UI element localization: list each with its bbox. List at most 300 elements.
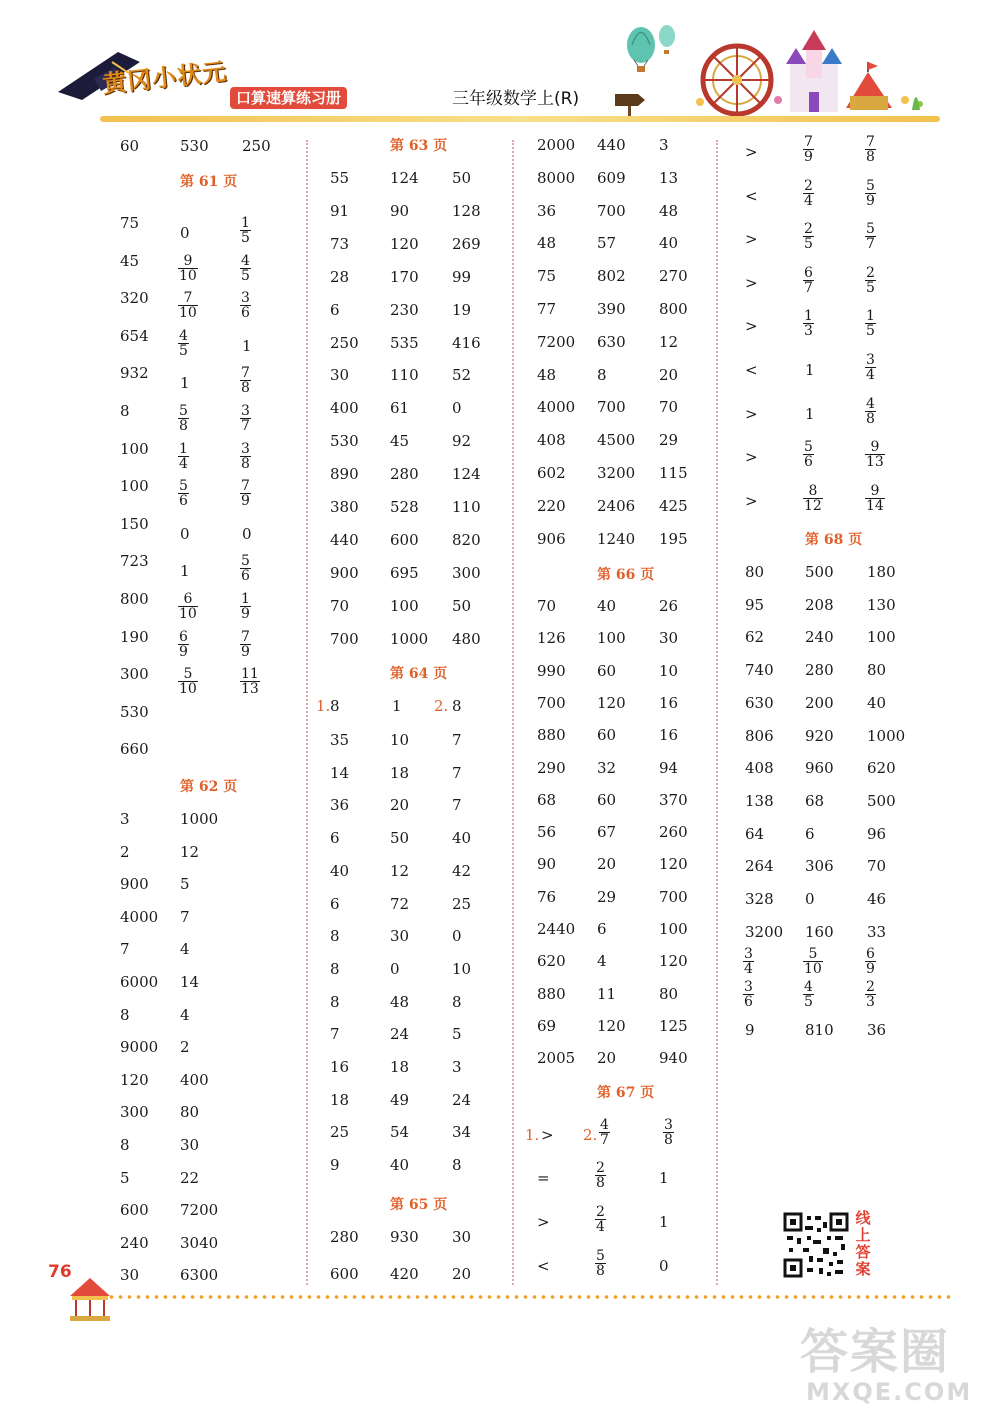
answer-value: 280 [805,661,834,680]
answer-value: 880 [537,984,566,1003]
fraction-answer: $\frac{2}{5}$ [804,221,813,253]
qr-code-icon[interactable] [783,1212,849,1278]
answer-value: 120 [120,1070,149,1089]
answer-value: 49 [390,1090,410,1109]
answer-value: 7 [452,731,462,749]
circus-tent-icon [846,62,892,110]
answer-value: 14 [180,973,200,991]
brand-title: 黄冈小状元 [101,57,229,99]
answer-value: 20 [659,365,679,384]
fraction-answer: $\frac{7}{8}$ [866,134,875,165]
answer-value: 9 [745,1020,755,1039]
answer-value: 8 [330,959,340,978]
answer-value: 14 [330,763,350,782]
answer-value: 990 [537,661,566,680]
answer-value: 150 [120,514,149,533]
answer-value: 72 [390,894,410,913]
answer-value: 695 [390,563,419,582]
answer-value: 5 [180,875,190,894]
answer-value: 91 [330,201,350,220]
answer-value: 13 [659,168,679,187]
answer-value: 75 [120,214,140,232]
answer-value: 126 [537,629,566,648]
answer-value: 48 [659,201,679,220]
answer-value: 260 [659,823,688,842]
fraction-answer: $\frac{9}{14}$ [866,482,884,514]
answer-value: 620 [867,759,896,778]
answer-value: 306 [805,857,834,876]
answer-value: 300 [120,665,149,684]
answer-value: 1 [805,404,815,423]
answer-value: 930 [390,1228,419,1246]
answer-value: 6 [597,920,607,938]
answer-value: 7 [120,940,130,959]
column-divider [306,140,308,1285]
answer-value: 48 [537,234,557,253]
answer-value: 36 [537,201,557,220]
answer-value: 100 [867,628,896,647]
answer-value: 50 [390,829,410,848]
answer-value: 8 [330,697,340,715]
answer-value: 1 [659,1169,669,1187]
answer-value: 530 [180,137,209,155]
fraction-answer: $\frac{3}{7}$ [241,403,250,434]
answer-value: 390 [597,300,626,318]
answer-value: 6 [330,829,340,848]
answer-value: 280 [390,465,419,484]
answer-value: 408 [745,759,774,778]
answer-value: 0 [390,959,400,978]
ferris-wheel-icon [703,46,771,114]
answer-value: 630 [597,332,626,351]
answer-value: 100 [390,596,419,615]
answer-value: 115 [659,464,688,482]
answer-value: 960 [805,759,834,778]
answer-value: 0 [805,890,815,908]
answer-value: < [745,186,758,205]
answer-value: 3 [120,810,130,828]
fraction-answer: $\frac{5}{8}$ [179,403,188,434]
answer-value: 1 [180,562,190,581]
answer-value: 2005 [537,1049,576,1068]
answer-value: 8 [120,1136,130,1154]
answer-value: 36 [867,1020,887,1039]
fraction-answer: $\frac{4}{5}$ [241,252,250,284]
answer-value: 2440 [537,920,576,938]
answer-value: 190 [120,627,149,646]
answer-value: 77 [537,300,557,318]
page-section-title: 第 64 页 [390,666,448,682]
answer-value: 7 [180,907,190,926]
answer-value: 40 [330,861,350,880]
answer-value: 7 [452,796,462,815]
page-section-title: 第 63 页 [390,138,448,154]
fraction-answer: $\frac{5}{7}$ [866,221,875,253]
answer-value: 170 [390,267,419,286]
answer-value: 70 [537,597,557,615]
answer-value: 20 [597,855,617,874]
answer-value: 6 [330,300,340,319]
answer-value: 60 [120,137,140,155]
answer-value: 600 [330,1265,359,1283]
answer-value: > [745,448,758,467]
watermark-url: MXQE.COM [806,1378,973,1406]
answer-value: 370 [659,790,688,809]
answer-value: 124 [452,465,481,484]
answer-value: 940 [659,1049,688,1068]
answer-value: > [745,143,758,161]
answer-value: 52 [452,366,472,385]
answer-value: 500 [867,791,896,810]
answer-value: 8 [452,992,462,1011]
column-divider [512,140,514,1285]
answer-value: > [745,317,758,336]
answer-value: 900 [120,875,149,894]
answer-value: 20 [597,1049,617,1068]
answer-value: 620 [537,952,566,971]
answer-value: = [537,1169,550,1187]
answer-value: 18 [330,1090,350,1109]
fraction-answer: $\frac{9}{10}$ [179,252,197,284]
answer-value: < [537,1257,550,1275]
footer-dots [80,1294,950,1300]
answer-value: 440 [597,136,626,154]
answer-value: 90 [390,201,410,220]
answer-value: 100 [120,477,149,496]
answer-value: 8000 [537,168,576,187]
answer-value: 45 [120,251,140,270]
answer-value: 94 [659,758,679,777]
fraction-answer: $\frac{3}{4}$ [744,946,753,978]
answer-value: 820 [452,530,481,549]
answer-value: 1000 [867,726,906,745]
answer-value: 700 [537,693,566,712]
answer-value: 99 [452,267,472,286]
answer-value: 1 [805,361,815,379]
answer-value: 100 [120,439,149,458]
answer-value: > [745,273,758,292]
fraction-answer: $\frac{7}{10}$ [179,290,197,322]
answer-value: 60 [597,661,617,680]
answer-value: 32 [597,758,617,777]
answer-value: 96 [867,824,887,843]
answer-value: 280 [330,1228,359,1246]
answer-value: 0 [180,524,190,543]
answer-value: 61 [390,399,410,418]
answer-value: 880 [537,726,566,745]
answer-value: 6 [330,894,340,913]
answer-value: 30 [180,1136,200,1154]
answer-value: 73 [330,234,350,253]
fraction-answer: $\frac{7}{9}$ [804,134,813,165]
answer-value: 130 [867,595,896,614]
answer-value: 12 [180,842,200,861]
answer-value: 110 [390,366,419,385]
answer-value: 76 [537,887,557,906]
answer-value: 800 [120,590,149,608]
answer-value: 200 [805,693,834,712]
page-section-title: 第 62 页 [180,779,238,795]
answer-value: 20 [390,796,410,815]
fraction-answer: $\frac{9}{13}$ [866,439,884,471]
fraction-answer: $\frac{6}{7}$ [804,264,813,296]
answer-value: 4000 [120,907,159,926]
answer-value: 890 [330,465,359,484]
answer-value: 55 [330,169,350,187]
answer-value: 70 [330,596,350,615]
answer-value: 630 [745,693,774,712]
answer-value: 425 [659,496,688,515]
answer-value: 10 [659,661,679,680]
answer-value: 4000 [537,398,576,417]
page-section-title: 第 66 页 [597,567,655,583]
answer-value: 16 [330,1058,350,1076]
answer-value: 40 [659,234,679,253]
answer-value: 7 [452,763,462,782]
fraction-answer: $\frac{5}{6}$ [804,439,813,471]
fraction-answer: $\frac{6}{10}$ [179,591,197,622]
answer-value: 300 [120,1103,149,1122]
answer-value: 70 [867,857,887,876]
answer-value: 18 [390,763,410,782]
answer-value: 30 [390,927,410,946]
hot-air-balloon-icon [627,27,655,72]
answer-value: 240 [805,628,834,647]
answer-value: > [537,1213,550,1231]
answer-value: 3 [659,136,669,154]
answer-value: 1240 [597,529,636,548]
answer-value: 1 [180,374,190,393]
answer-value: 42 [452,861,472,880]
fraction-answer: $\frac{2}{3}$ [866,979,875,1011]
answer-value: 416 [452,333,481,352]
answer-value: 440 [330,530,359,549]
answer-value: 10 [452,959,472,978]
answer-value: 120 [597,1016,626,1035]
answer-value: 535 [390,333,419,352]
answer-value: 50 [452,596,472,615]
answer-value: 92 [452,432,472,451]
answer-value: 0 [659,1257,669,1275]
answer-value: 75 [537,267,557,286]
fraction-answer: $\frac{6}{9}$ [866,946,875,978]
answer-value: 240 [120,1233,149,1252]
answer-value: 208 [805,595,834,614]
answer-value: 70 [659,398,679,417]
answer-value: 48 [537,365,557,384]
fraction-answer: $\frac{1}{4}$ [179,440,188,472]
fraction-answer: $\frac{5}{10}$ [804,946,822,978]
answer-value: 33 [867,922,887,941]
answer-value: 4500 [597,431,636,450]
answer-value: 11 [597,984,617,1003]
page-section-title: 第 67 页 [597,1085,655,1101]
answer-value: 420 [390,1265,419,1283]
answer-value: 932 [120,364,149,383]
fraction-answer: $\frac{4}{5}$ [179,327,188,359]
fraction-answer: $\frac{5}{6}$ [241,553,250,585]
answer-value: 264 [745,857,774,876]
answer-value: 250 [330,333,359,352]
answer-value: 8 [452,1156,462,1175]
answer-value: 120 [597,693,626,712]
answer-value: 120 [659,952,688,971]
answer-value: 290 [537,758,566,777]
answer-value: 3 [452,1058,462,1076]
answer-value: 408 [537,431,566,450]
fraction-answer: $\frac{7}{9}$ [241,478,250,510]
answer-value: 802 [597,267,626,286]
answer-value: 24 [452,1090,472,1109]
answer-value: 7 [330,1025,340,1044]
answer-value: 124 [390,169,419,187]
answer-value: 160 [805,922,834,941]
answer-value: 67 [597,823,617,842]
answer-value: 0 [452,927,462,946]
answer-value: 8 [120,1005,130,1024]
answer-value: > [745,230,758,249]
answer-value: 45 [390,432,410,451]
answer-value: 4 [180,940,190,959]
answer-value: 1000 [180,810,219,828]
answer-value: 906 [537,529,566,548]
answer-value: 46 [867,890,887,908]
fraction-answer: $\frac{4}{7}$ [600,1117,609,1148]
answer-value: 62 [745,628,765,647]
fraction-answer: $\frac{1}{5}$ [866,308,875,340]
answer-value: 95 [745,595,765,614]
answer-value: 269 [452,234,481,253]
answer-value: 12 [659,332,679,351]
signpost-icon [615,94,645,116]
fraction-answer: $\frac{6}{9}$ [179,628,188,660]
fraction-answer: $\frac{2}{4}$ [804,177,813,209]
answer-value: > [541,1126,554,1144]
fraction-answer: $\frac{7}{8}$ [241,365,250,397]
page-section-title: 第 61 页 [180,174,238,190]
fraction-answer: $\frac{11}{13}$ [241,666,259,698]
answer-value: 110 [452,498,481,516]
answer-value: 16 [659,693,679,712]
hot-air-balloon-icon [659,25,675,54]
question-number: 1. [525,1126,540,1144]
answer-value: 68 [805,791,825,810]
fraction-answer: $\frac{2}{5}$ [866,264,875,296]
answer-value: 480 [452,629,481,648]
answer-value: 530 [330,432,359,451]
answer-value: 120 [390,234,419,253]
answer-value: 10 [390,731,410,749]
answer-value: 660 [120,740,149,759]
answer-value: 0 [452,399,462,418]
answer-value: 3200 [597,464,636,482]
answer-value: 6300 [180,1266,219,1285]
fraction-answer: $\frac{2}{4}$ [596,1204,605,1235]
answer-value: 2406 [597,496,636,515]
page-header [0,0,1000,130]
answer-value: 500 [805,563,834,581]
answer-value: 609 [597,168,626,187]
answer-value: 700 [659,887,688,906]
answer-value: 48 [390,992,410,1011]
castle-icon [786,30,842,112]
answer-value: 180 [867,563,896,581]
answer-value: 56 [537,823,557,842]
fraction-answer: $\frac{1}{3}$ [804,308,813,340]
answer-value: 80 [180,1103,200,1122]
answer-value: 26 [659,597,679,615]
answer-value: 60 [597,790,617,809]
answer-value: 810 [805,1020,834,1039]
answer-value: 40 [390,1156,410,1175]
answer-value: 4 [180,1005,190,1024]
fraction-answer: $\frac{4}{5}$ [804,979,813,1011]
fraction-answer: $\frac{1}{5}$ [241,215,250,246]
answer-value: 128 [452,201,481,220]
page-section-title: 第 68 页 [805,532,863,548]
answer-value: 800 [659,300,688,318]
answer-value: 7200 [537,332,576,351]
fraction-answer: $\frac{8}{12}$ [804,482,822,514]
answer-value: 2 [120,842,130,861]
answer-value: 700 [330,629,359,648]
fraction-answer: $\frac{7}{9}$ [241,628,250,660]
answer-value: 30 [330,366,350,385]
answer-value: 19 [452,300,472,319]
answer-value: 1 [242,336,252,355]
answer-value: 90 [537,855,557,874]
answer-value: 700 [597,201,626,220]
series-title: 口算速算练习册 [230,87,347,109]
answer-value: > [745,404,758,423]
page-section-title: 第 65 页 [390,1197,448,1213]
header-divider [100,116,940,122]
answer-value: 68 [537,790,557,809]
answer-value: 30 [452,1228,472,1246]
question-number: 2. [583,1126,598,1144]
answer-value: 40 [452,829,472,848]
answer-value: 8 [330,992,340,1011]
answer-value: 920 [805,726,834,745]
answer-value: 5 [120,1168,130,1187]
answer-value: 69 [537,1016,557,1035]
answer-value: 220 [537,496,566,515]
answer-value: 600 [120,1201,149,1220]
answer-value: 2 [180,1038,190,1057]
fraction-answer: $\frac{4}{8}$ [866,395,875,427]
answer-value: 100 [659,920,688,938]
fraction-answer: $\frac{3}{6}$ [744,979,753,1011]
answer-value: 80 [659,984,679,1003]
answer-value: 3040 [180,1233,219,1252]
answer-value: 9000 [120,1038,159,1057]
answer-value: 40 [867,693,887,712]
answer-value: 230 [390,300,419,319]
answer-value: 7200 [180,1201,219,1220]
answer-value: 1000 [390,629,429,648]
fraction-answer: $\frac{5}{9}$ [866,177,875,209]
fraction-answer: $\frac{3}{6}$ [241,290,250,322]
answer-value: 20 [452,1265,472,1283]
answer-value: 528 [390,498,419,516]
fraction-answer: $\frac{5}{8}$ [596,1248,605,1279]
answer-value: 328 [745,890,774,908]
answer-value: 57 [597,234,617,253]
fraction-answer: $\frac{3}{4}$ [866,352,875,383]
answer-value: 125 [659,1016,688,1035]
answer-value: 64 [745,824,765,843]
answer-value: 100 [597,629,626,648]
